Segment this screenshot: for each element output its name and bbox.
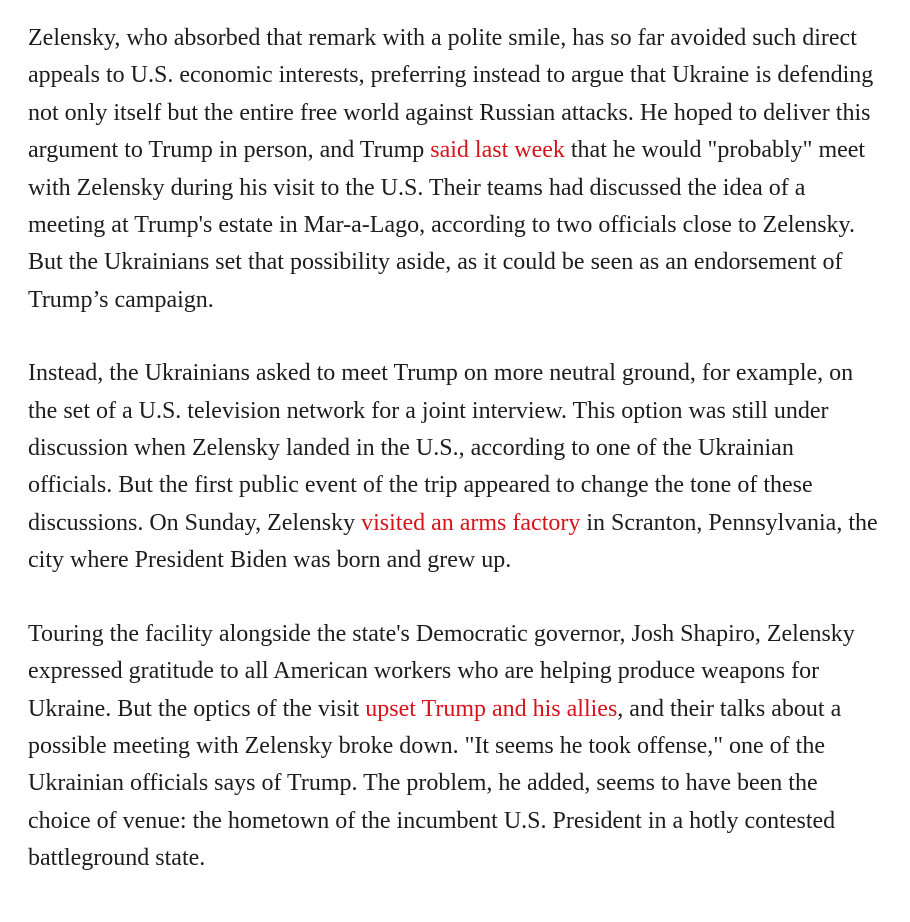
inline-link[interactable]: upset Trump and his allies [365, 695, 618, 722]
text-run: Instead, the Ukrainians asked to meet Trump on more neutral ground, for example, on the set of a U.S. television network for a joint interview. This option was still under discussion when Zelensky landed in the U.S., according to one of the Ukrainian officials. But the first public event of the trip appeared to change the tone of these discussions. On Sunday, Zelensky [28, 360, 854, 536]
paragraph [28, 616, 882, 878]
paragraph [28, 355, 882, 579]
inline-link[interactable]: visited an arms factory [361, 509, 581, 536]
text-run: , and their talks about a possible meeting with Zelensky broke down. "It seems he took offense," one of the Ukrainian officials says of Trump. The problem, he added, seems to have been the choice of venue: the hometown of the incumbent U.S. President in a hotly contested battleground state. [28, 695, 842, 872]
inline-link[interactable]: said last week [430, 137, 565, 164]
text-run: that he would "probably" meet with Zelensky during his visit to the U.S. Their teams had discussed the idea of a meeting at Trump's estate in Mar-a-Lago, according to two officials close to Zelensky. But the Ukrainians set that possibility aside, as it could be seen as an endorsement of Trump’s campaign. [28, 137, 866, 313]
text-run: Touring the facility alongside the state's Democratic governor, Josh Shapiro, Zelensky expressed gratitude to all American workers who are helping produce weapons for Ukraine. But the optics of the visit [28, 620, 855, 722]
paragraph [28, 20, 882, 319]
text-run: Zelensky, who absorbed that remark with a polite smile, has so far avoided such direct appeals to U.S. economic interests, preferring instead to argue that Ukraine is defending not only itself but the entire free world against Russian attacks. He hoped to deliver this argument to Trump in person, and Trump [28, 25, 874, 164]
text-run: in Scranton, Pennsylvania, the city where President Biden was born and grew up. [28, 509, 878, 574]
